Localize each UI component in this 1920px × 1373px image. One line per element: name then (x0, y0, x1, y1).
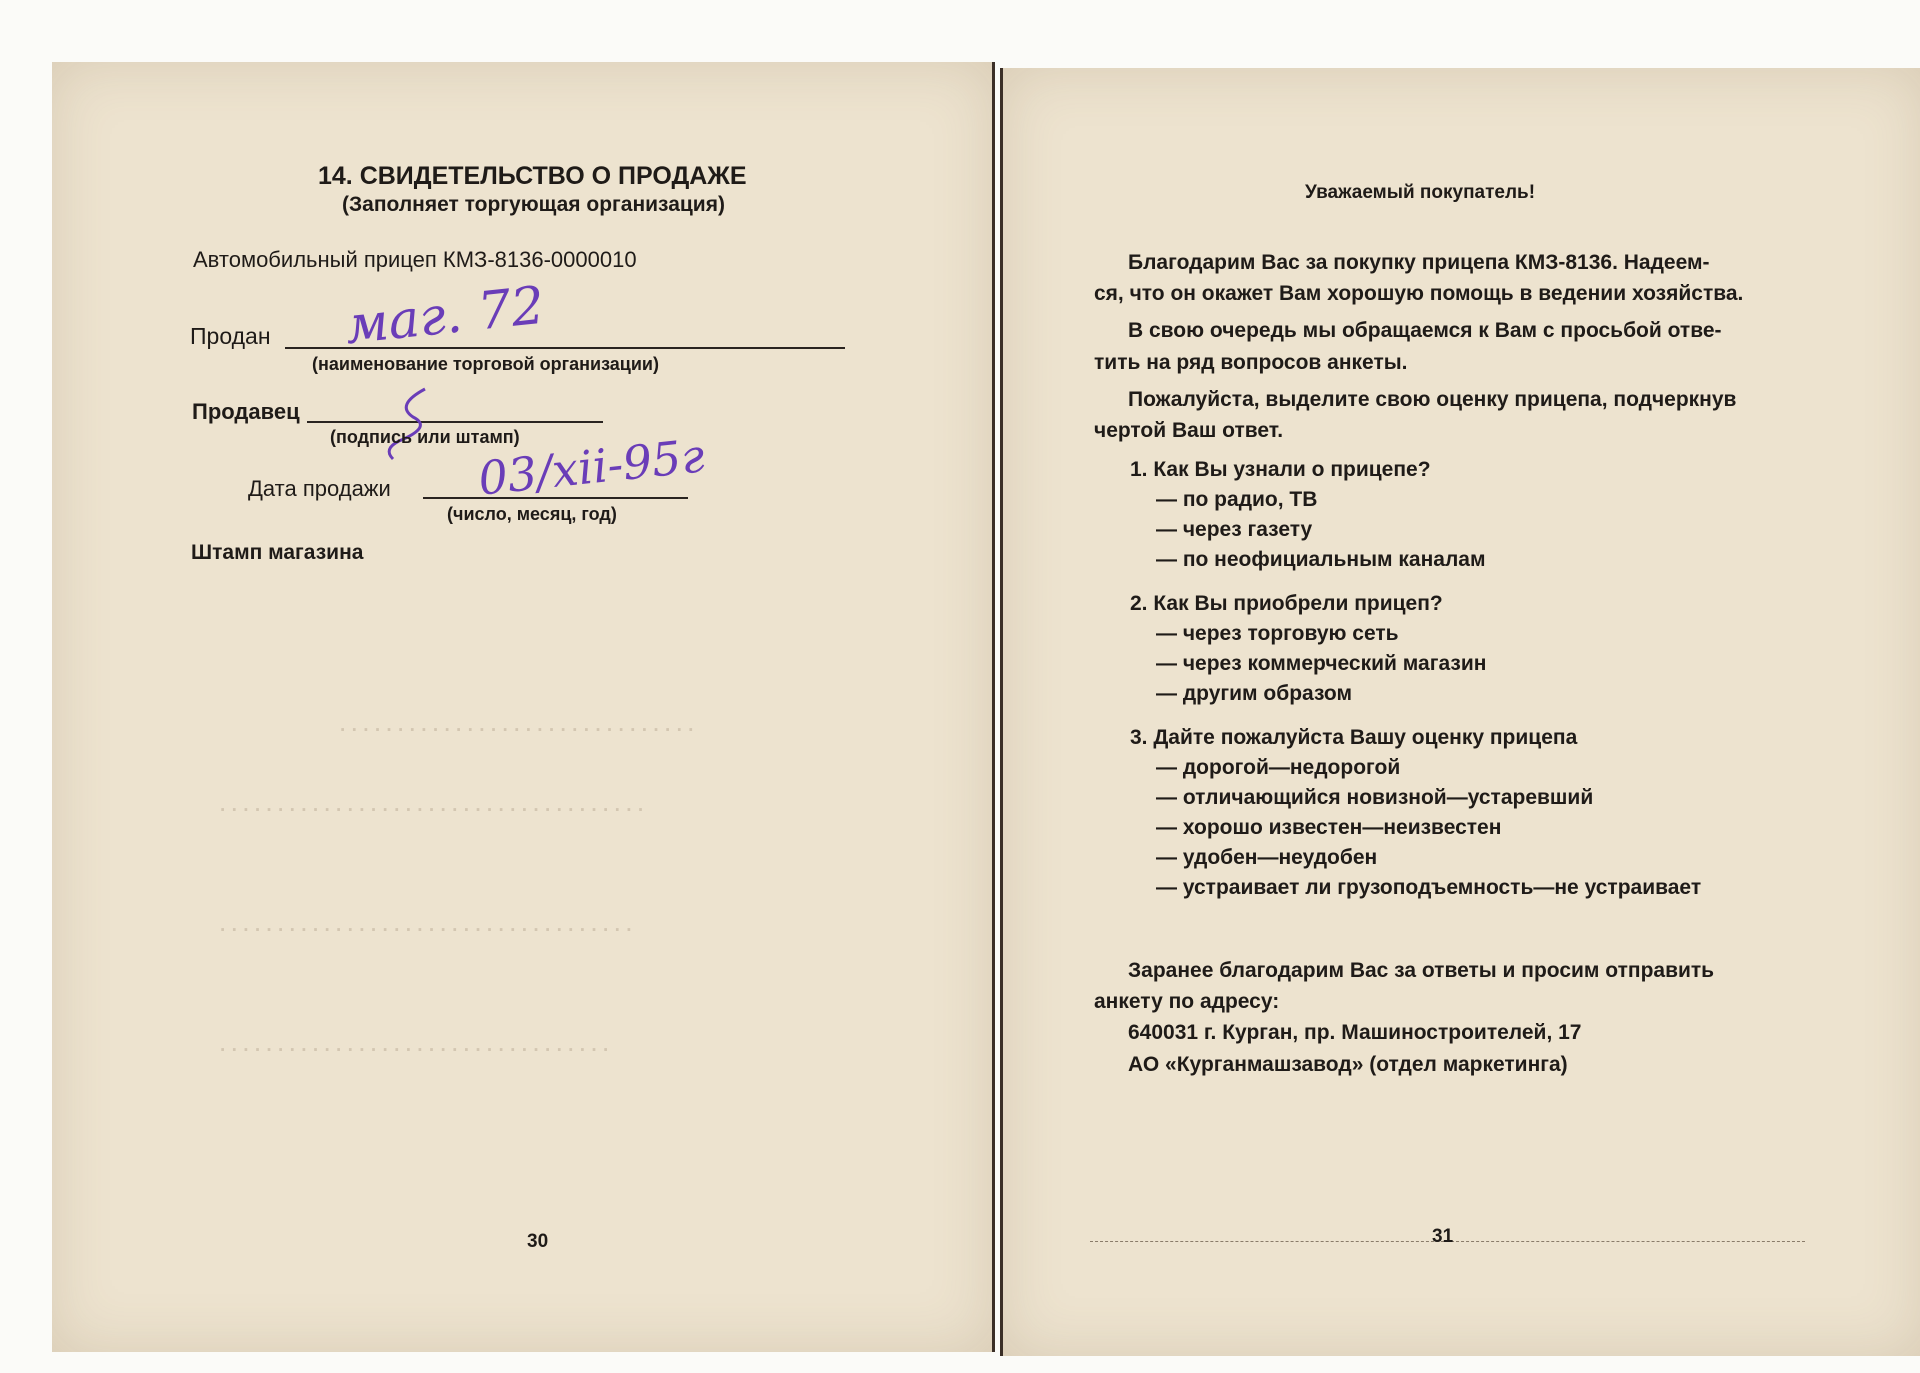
answer-option: — другим образом (1156, 682, 1352, 705)
answer-option: — через газету (1156, 518, 1313, 541)
answer-option: — удобен—неудобен (1156, 846, 1378, 869)
answer-option: — отличающийся новизной—устаревший (1156, 786, 1594, 809)
answer-option: — хорошо известен—неизвестен (1156, 816, 1502, 839)
date-handwriting: 03/xii-95г (475, 428, 707, 506)
bleed-through-text: · · · · · · · · · · · · · · · · · · · · · · · · · · · · · · · · · · (220, 1040, 610, 1061)
bleed-through-text: · · · · · · · · · · · · · · · · · · · · · · · · · · · · · · · · · · · · (220, 920, 633, 941)
seller-signature (375, 383, 455, 463)
paragraph-2-line-2: тить на ряд вопросов анкеты. (1094, 351, 1408, 374)
page-number-right: 31 (1432, 1226, 1454, 1247)
closing-line-1: Заранее благодарим Вас за ответы и просим отправить (1128, 959, 1715, 982)
question-title: 3. Дайте пожалуйста Вашу оценку прицепа (1130, 726, 1578, 749)
bleed-through-text: · · · · · · · · · · · · · · · · · · · · · · · · · · · · · · · · · · · · · (220, 800, 645, 821)
product-name: Автомобильный прицеп КМЗ-8136-0000010 (193, 247, 637, 272)
date-label: Дата продажи (248, 476, 391, 501)
answer-option: — через торговую сеть (1156, 622, 1399, 645)
paragraph-3-line-2: чертой Ваш ответ. (1094, 419, 1284, 442)
answer-option: — по радио, ТВ (1156, 488, 1318, 511)
page-number-left: 30 (527, 1231, 549, 1252)
paragraph-1-line-1: Благодарим Вас за покупку прицепа КМЗ-8136. Надеем- (1128, 251, 1710, 274)
address-line-1: 640031 г. Курган, пр. Машиностроителей, 17 (1128, 1021, 1582, 1044)
section-heading: 14. СВИДЕТЕЛЬСТВО О ПРОДАЖЕ (318, 162, 747, 190)
seller-caption: (подпись или штамп) (330, 427, 520, 447)
greeting: Уважаемый покупатель! (1305, 182, 1536, 203)
answer-option: — по неофициальным каналам (1156, 548, 1486, 571)
answer-option: — устраивает ли грузоподъемность—не устраивает (1156, 876, 1702, 899)
sold-caption: (наименование торговой организации) (312, 354, 659, 374)
seller-field-line (307, 421, 603, 423)
question-1 (1130, 455, 1486, 575)
paragraph-2-line-1: В свою очередь мы обращаемся к Вам с просьбой отве- (1128, 319, 1722, 342)
address-line-2: АО «Курганмашзавод» (отдел маркетинга) (1128, 1053, 1568, 1076)
date-caption: (число, месяц, год) (447, 504, 617, 524)
stamp-label: Штамп магазина (191, 541, 364, 564)
sold-label: Продан (190, 323, 271, 349)
answer-option: — через коммерческий магазин (1156, 652, 1487, 675)
seller-label: Продавец (192, 399, 300, 424)
closing-line-2: анкету по адресу: (1094, 990, 1280, 1013)
bleed-through-text: · · · · · · · · · · · · · · · · · · · · · · · · · · · · · · · (340, 720, 695, 741)
question-3 (1130, 723, 1701, 903)
answer-option: — дорогой—недорогой (1156, 756, 1401, 779)
sold-handwriting: маг. 72 (342, 275, 548, 357)
paragraph-3-line-1: Пожалуйста, выделите свою оценку прицепа, подчеркнув (1128, 388, 1737, 411)
paragraph-1-line-2: ся, что он окажет Вам хорошую помощь в ведении хозяйства. (1094, 282, 1744, 305)
question-2 (1130, 589, 1486, 709)
question-title: 2. Как Вы приобрели прицеп? (1130, 592, 1443, 615)
section-subheading: (Заполняет торгующая организация) (342, 193, 725, 216)
question-title: 1. Как Вы узнали о прицепе? (1130, 458, 1431, 481)
